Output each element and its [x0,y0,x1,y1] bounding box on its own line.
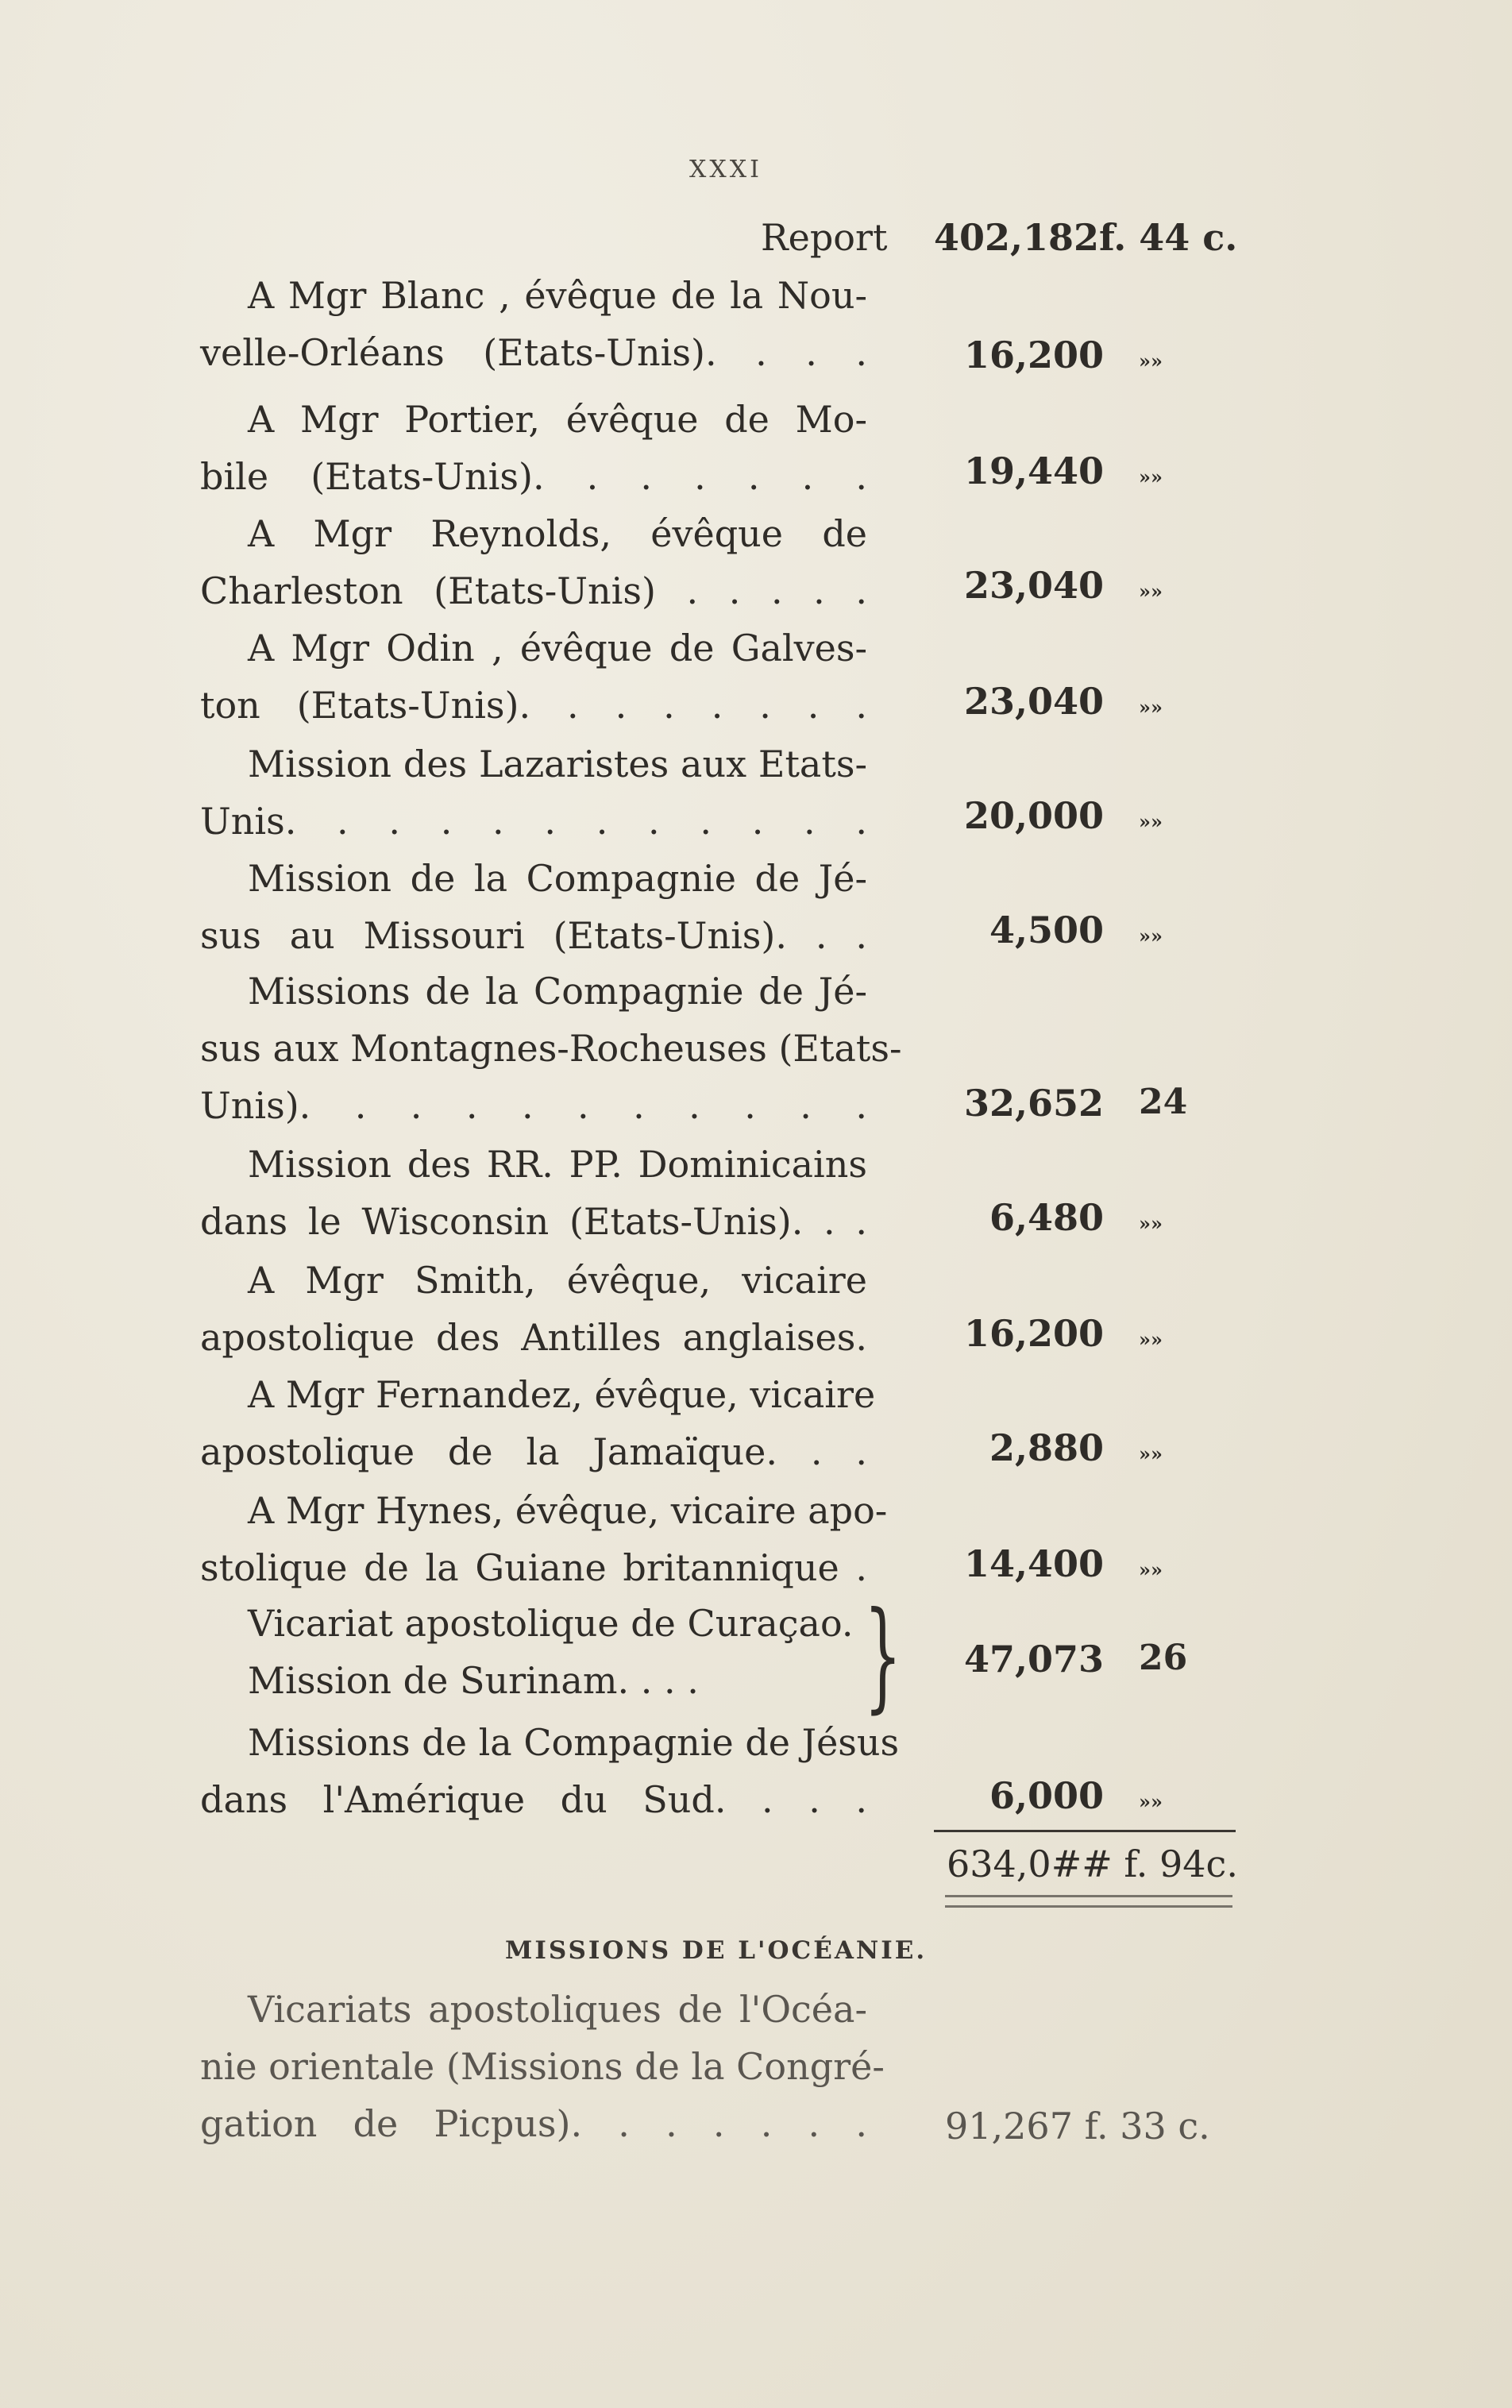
entry-amount: 2,880 [989,1426,1104,1469]
page-number: XXXI [689,156,762,183]
entry-amount: 32,652 [963,1082,1104,1125]
report-label: Report [761,216,888,259]
entry-description [200,1595,854,1709]
entry-description [200,267,867,381]
entry-line: Missions de la Compagnie de Jé- [248,970,867,1013]
grouping-brace: } [863,1587,902,1725]
entry-line: stolique de la Guiane britannique . [200,1546,867,1589]
entry-cents: »» [1139,924,1163,947]
entry-amount: 14,400 [963,1542,1104,1585]
entry-line: A Mgr Smith, évêque, vicaire [248,1259,867,1302]
entry-amount: 6,000 [989,1774,1104,1817]
entry-cents: »» [1139,810,1163,833]
entry-line: ton (Etats-Unis). . . . . . . . [200,684,867,727]
entry-cents: »» [1139,465,1163,488]
entry-line: dans l'Amérique du Sud. . . . [200,1778,867,1821]
entry-cents: »» [1139,1442,1163,1465]
entry-cents: »» [1139,1558,1163,1581]
entry-cents: »» [1139,349,1163,372]
entry-description [200,1136,867,1250]
entry-line: apostolique de la Jamaïque. . . [200,1430,867,1473]
entry-amount: 47,073 [963,1638,1104,1681]
entry-cents: »» [1139,696,1163,719]
entry-line: Unis. . . . . . . . . . . . [200,800,867,843]
total-amount: 634,0## f. 94c. [947,1843,1238,1885]
entry-line: Vicariats apostoliques de l'Océa- [248,1988,867,2031]
double-rule [945,1895,1232,1908]
entry-amount: 23,040 [963,564,1104,607]
report-amount: 402,182f. 44 c. [934,216,1238,259]
entry-line: dans le Wisconsin (Etats-Unis). . . [200,1200,867,1243]
entry-description [200,1366,876,1480]
entry-amount: 16,200 [963,334,1104,376]
entry-amount: 6,480 [989,1196,1104,1239]
entry-line: Mission des RR. PP. Dominicains [248,1143,867,1186]
entry-line: Vicariat apostolique de Curaçao. [248,1602,854,1645]
entry-description [200,1714,900,1828]
entry-description [200,735,867,850]
entry-cents: »» [1139,580,1163,603]
entry-line: Mission de Surinam. . . . [248,1659,699,1702]
entry-line: gation de Picpus). . . . . . . [200,2102,867,2145]
entry-line: A Mgr Fernandez, évêque, vicaire [248,1373,876,1416]
entry-amount: 16,200 [963,1312,1104,1355]
entry-line: sus aux Montagnes-Rocheuses (Etats- [200,1027,902,1070]
entry-line: A Mgr Reynolds, évêque de [248,512,867,555]
entry-line: Charleston (Etats-Unis) . . . . . [200,569,867,612]
entry-line: nie orientale (Missions de la Congré- [200,2045,885,2088]
entry-line: bile (Etats-Unis). . . . . . . [200,455,867,498]
entry-line: velle-Orléans (Etats-Unis). . . . [200,331,867,374]
entry-line: apostolique des Antilles anglaises. [200,1316,867,1359]
entry-description [200,1252,867,1366]
entry-cents: 26 [1139,1638,1188,1678]
entry-cents: 24 [1139,1082,1188,1122]
oceania-amount: 91,267 f. 33 c. [945,2105,1210,2148]
entry-cents: »» [1139,1328,1163,1351]
entry-line: sus au Missouri (Etats-Unis). . . [200,914,867,957]
entry-line: A Mgr Blanc , évêque de la Nou- [248,274,867,317]
entry-amount: 19,440 [963,450,1104,492]
entry-amount: 20,000 [963,794,1104,837]
entry-description [200,850,867,964]
entry-line: Unis). . . . . . . . . . . [200,1084,867,1127]
entry-line: Mission de la Compagnie de Jé- [248,857,867,900]
entry-description [200,391,867,505]
entry-line: Missions de la Compagnie de Jésus [248,1721,900,1764]
entry-cents: »» [1139,1212,1163,1235]
entry-description [200,619,867,734]
entry-line: A Mgr Hynes, évêque, vicaire apo- [248,1489,888,1532]
entry-amount: 4,500 [989,909,1104,951]
entry-cents: »» [1139,1790,1163,1813]
oceania-description [200,1981,885,2152]
entry-line: Mission des Lazaristes aux Etats- [248,743,867,785]
total-rule [934,1830,1236,1832]
entry-description [200,1482,888,1596]
entry-description [200,505,867,619]
entry-amount: 23,040 [963,680,1104,723]
entry-line: A Mgr Portier, évêque de Mo- [248,398,867,441]
entry-line: A Mgr Odin , évêque de Galves- [248,627,867,670]
section-heading: MISSIONS DE L'OCÉANIE. [505,1936,928,1965]
entry-description [200,963,902,1134]
